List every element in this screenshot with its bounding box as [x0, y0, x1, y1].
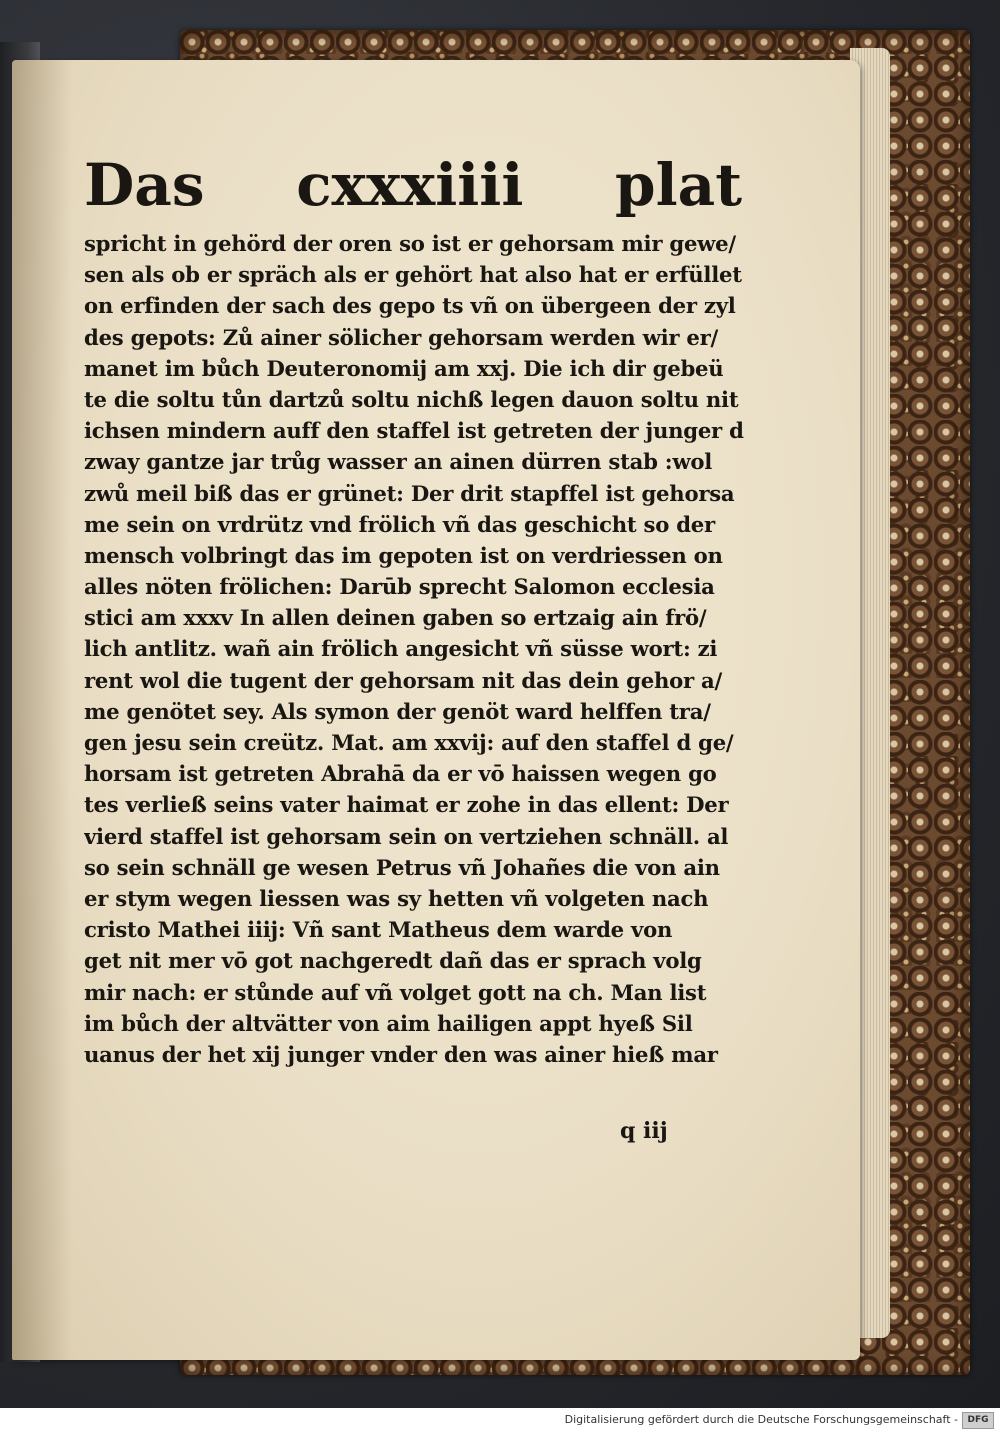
text-line: lich antlitz. wañ ain frölich angesicht vñ süsse wort: zi	[84, 636, 718, 662]
text-line: rent wol die tugent der gehorsam nit das dein gehor a/	[84, 667, 722, 693]
text-line: er stym wegen liessen was sy hetten vñ volgeten nach	[84, 885, 709, 911]
page-text	[84, 150, 744, 1070]
gutter-shadow	[12, 60, 72, 1360]
text-line: zwů meil biß das er grünet: Der drit stapffel ist gehorsa	[84, 480, 735, 506]
footer-bar	[0, 1408, 1000, 1432]
funding-credit: Digitalisierung gefördert durch die Deutsche Forschungsgemeinschaft -	[564, 1413, 958, 1426]
text-line: cristo Mathei iiij: Vñ sant Matheus dem warde von	[84, 917, 673, 943]
running-head-word: Das	[84, 151, 205, 219]
signature-mark: q iij	[620, 1118, 668, 1144]
text-line: so sein schnäll ge wesen Petrus vñ Johañes die von ain	[84, 854, 720, 880]
text-line: mensch volbringt das im gepoten ist on verdriessen on	[84, 542, 723, 568]
text-line: mir nach: er stůnde auf vñ volget gott na ch. Man list	[84, 979, 707, 1005]
text-line: manet im bůch Deuteronomij am xxj. Die ich dir gebeü	[84, 355, 724, 381]
text-line: gen jesu sein creütz. Mat. am xxvij: auf den staffel d ge/	[84, 730, 734, 755]
running-head	[84, 150, 744, 220]
text-lines	[84, 228, 744, 1070]
text-line: tes verließ seins vater haimat er zohe in das ellent: Der	[84, 792, 729, 818]
text-line: get nit mer vō got nachgeredt dañ das er sprach volg	[84, 948, 702, 974]
text-line: des gepots: Zů ainer sölicher gehorsam werden wir er/	[84, 324, 719, 350]
text-line: alles nöten frölichen: Darūb sprecht Salomon ecclesia	[84, 574, 715, 600]
text-line: stici am xxxv In allen deinen gaben so ertzaig ain frö/	[84, 605, 707, 631]
text-line: me sein on vrdrütz vnd frölich vñ das geschicht so der	[84, 511, 715, 537]
text-line: spricht in gehörd der oren so ist er gehorsam mir gewe/	[84, 231, 736, 256]
text-line: im bůch der altvätter von aim hailigen appt hyeß Sil	[84, 1010, 693, 1036]
text-line: horsam ist getreten Abrahā da er vō haissen wegen go	[84, 761, 717, 787]
running-head-word: plat	[615, 151, 742, 219]
text-line: sen als ob er spräch als er gehört hat also hat er erfüllet	[84, 262, 742, 288]
text-line: zway gantze jar trůg wasser an ainen dürren stab :wol	[84, 449, 713, 475]
folio-number: cxxxiiii	[296, 151, 524, 219]
dfg-logo-icon: DFG	[962, 1412, 994, 1429]
text-line: uanus der het xij junger vnder den was ainer hieß mar	[84, 1041, 718, 1067]
text-line: te die soltu tůn dartzů soltu nichß legen dauon soltu nit	[84, 386, 739, 412]
text-line: ichsen mindern auff den staffel ist getreten der junger d	[84, 418, 744, 444]
text-line: me genötet sey. Als symon der genöt ward helffen tra/	[84, 698, 711, 724]
text-line: on erfinden der sach des gepo ts vñ on übergeen der zyl	[84, 293, 736, 319]
text-line: vierd staffel ist gehorsam sein on vertziehen schnäll. al	[84, 823, 729, 849]
